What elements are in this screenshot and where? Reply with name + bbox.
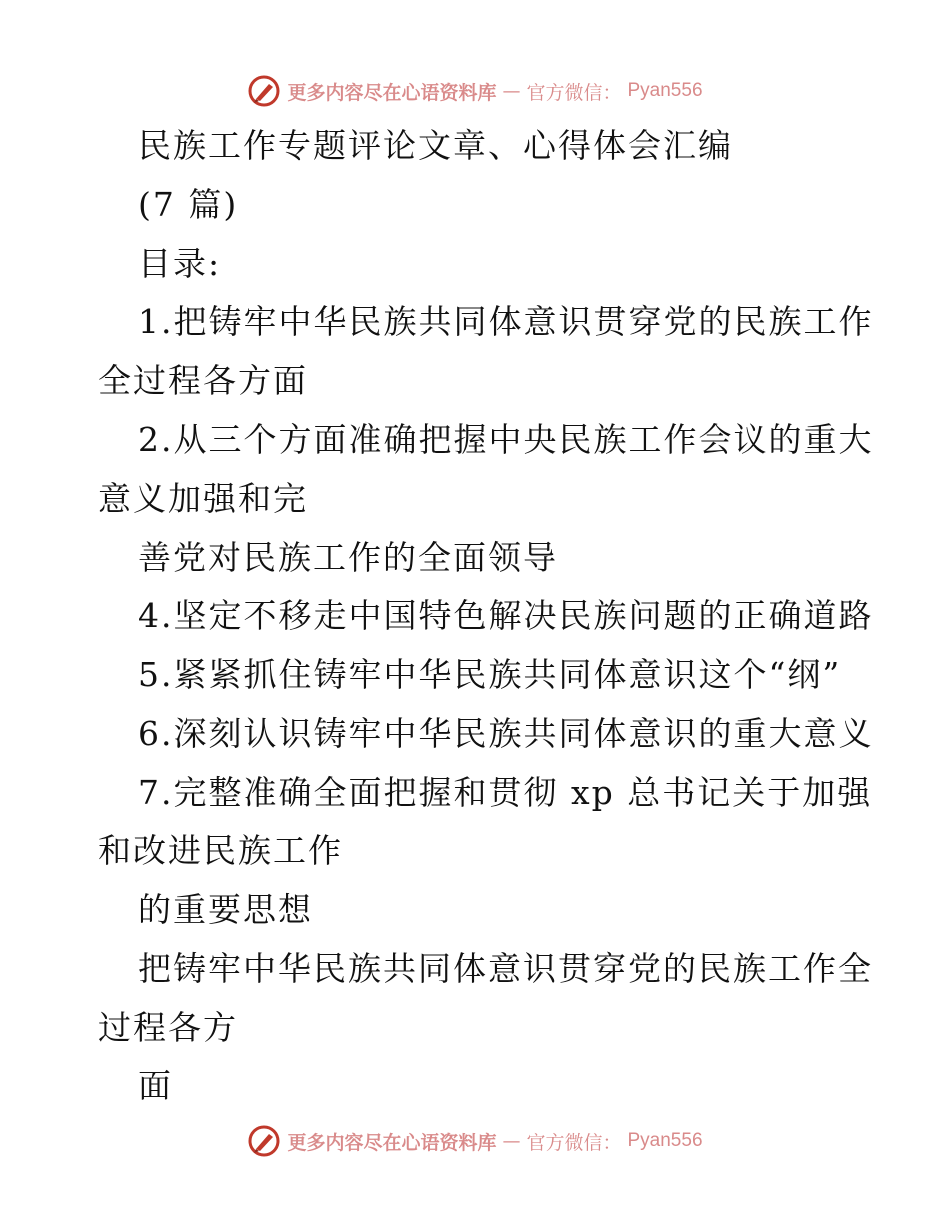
toc-item-7-line-2: 和改进民族工作 [98,831,343,870]
watermark-brand-text: 更多内容尽在心语资料库 [287,81,497,104]
pen-logo-icon [247,74,281,108]
toc-item-3: 善党对民族工作的全面领导 [138,538,558,577]
toc-item-5: 5.紧紧抓住铸牢中华民族共同体意识这个“纲” [138,655,842,694]
toc-item-1-line-2: 全过程各方面 [98,361,308,400]
document-title: 民族工作专题评论文章、心得体会汇编 [138,126,733,165]
watermark-official-label: 官方微信： [526,1131,622,1154]
section-heading-line-1: 把铸牢中华民族共同体意识贯穿党的民族工作全 [138,949,873,988]
watermark-wechat-id: Pyan556 [627,1130,703,1151]
watermark-official-label: 官方微信： [526,81,622,104]
watermark-separator: — [502,80,521,102]
watermark-wechat-id: Pyan556 [627,80,703,101]
toc-label: 目录: [138,244,222,283]
document-count: (7 篇) [138,185,239,224]
header-watermark-banner [0,71,950,111]
watermark-separator: — [502,1130,521,1152]
section-heading-line-3: 面 [138,1066,173,1105]
toc-item-7-line-1: 7.完整准确全面把握和贯彻 xp 总书记关于加强 [138,773,873,812]
toc-item-7-line-3: 的重要思想 [138,890,313,929]
footer-watermark-banner [0,1121,950,1161]
toc-item-1-line-1: 1.把铸牢中华民族共同体意识贯穿党的民族工作 [138,302,874,341]
watermark-brand-text: 更多内容尽在心语资料库 [287,1131,497,1154]
toc-item-2-line-1: 2.从三个方面准确把握中央民族工作会议的重大 [138,420,874,459]
toc-item-6: 6.深刻认识铸牢中华民族共同体意识的重大意义 [138,714,874,753]
toc-item-4: 4.坚定不移走中国特色解决民族问题的正确道路 [138,596,874,635]
toc-item-2-line-2: 意义加强和完 [98,479,308,518]
pen-logo-icon [247,1124,281,1158]
section-heading-line-2: 过程各方 [98,1008,238,1047]
